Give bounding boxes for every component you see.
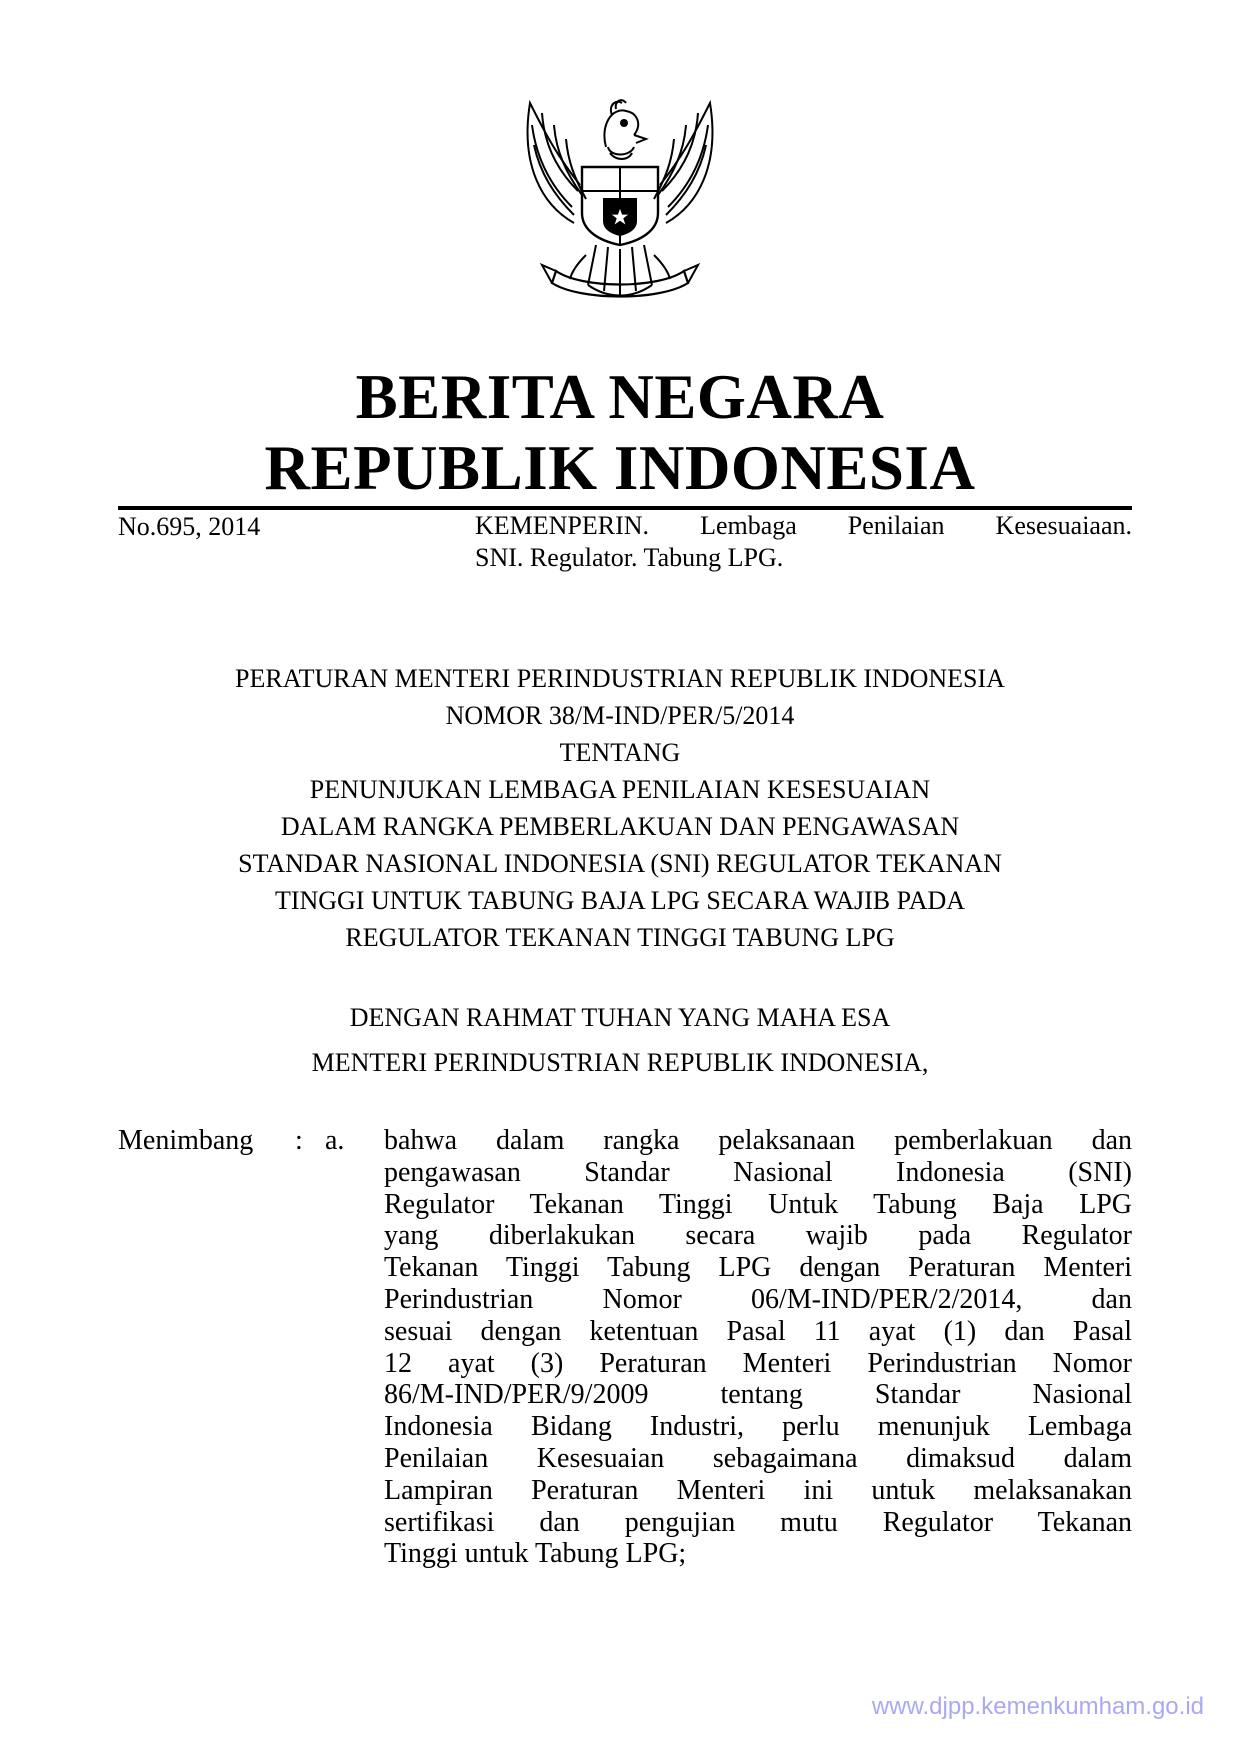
title-line: NOMOR 38/M-IND/PER/5/2014 (445, 701, 795, 730)
subject-line: SNI. Regulator. Tabung LPG. (475, 543, 784, 572)
footer-url: www.djpp.kemenkumham.go.id (871, 1693, 1204, 1720)
body-line: pengawasan Standar Nasional Indonesia (SNI) (384, 1156, 1132, 1188)
title-line: TINGGI UNTUK TABUNG BAJA LPG SECARA WAJIB PADA (274, 886, 966, 915)
body-line: 12 ayat (3) Peraturan Menteri Perindustrian Nomor (384, 1347, 1132, 1379)
body-line: sertifikasi dan pengujian mutu Regulator Tekanan (384, 1506, 1132, 1538)
body-line: Perindustrian Nomor 06/M-IND/PER/2/2014, dan (384, 1283, 1132, 1315)
body-line: Tinggi untuk Tabung LPG; (384, 1538, 687, 1570)
regulation-title-block (0, 660, 1240, 956)
considering-label: Menimbang (118, 1125, 254, 1156)
title-line: TENTANG (559, 738, 681, 767)
title-line: DALAM RANGKA PEMBERLAKUAN DAN PENGAWASAN (280, 812, 960, 841)
title-line: REGULATOR TEKANAN TINGGI TABUNG LPG (345, 923, 895, 952)
body-line: Regulator Tekanan Tinggi Untuk Tabung Baja LPG (384, 1188, 1132, 1220)
considering-colon: : (295, 1125, 303, 1156)
body-line: bahwa dalam rangka pelaksanaan pemberlakuan dan (384, 1125, 1132, 1156)
masthead-title-line1: BERITA NEGARA (355, 362, 885, 432)
title-line: PERATURAN MENTERI PERINDUSTRIAN REPUBLIK INDONESIA (235, 664, 1005, 693)
body-line: yang diberlakukan secara wajib pada Regulator (384, 1220, 1132, 1252)
preamble-line: MENTERI PERINDUSTRIAN REPUBLIK INDONESIA, (311, 1048, 929, 1077)
document-subject (475, 510, 1132, 574)
body-line: Indonesia Bidang Industri, perlu menunjuk Lembaga (384, 1411, 1132, 1443)
masthead-title-line2: REPUBLIK INDONESIA (264, 433, 976, 503)
subject-line: KEMENPERIN. Lembaga Penilaian Kesesuaiaan. (475, 511, 1132, 540)
preamble-block (0, 995, 1240, 1085)
document-number: No.695, 2014 (118, 512, 261, 541)
considering-item-marker: a. (325, 1125, 345, 1156)
preamble-line: DENGAN RAHMAT TUHAN YANG MAHA ESA (349, 1003, 891, 1032)
body-line: Tekanan Tinggi Tabung LPG dengan Peraturan Menteri (384, 1252, 1132, 1284)
title-line: PENUNJUKAN LEMBAGA PENILAIAN KESESUAIAN (309, 775, 931, 804)
considering-item-text (384, 1125, 1132, 1570)
body-line: sesuai dengan ketentuan Pasal 11 ayat (1) dan Pasal (384, 1315, 1132, 1347)
body-line: 86/M-IND/PER/9/2009 tentang Standar Nasional (384, 1379, 1132, 1411)
garuda-emblem (512, 95, 728, 309)
body-line: Penilaian Kesesuaian sebagaimana dimaksud dalam (384, 1442, 1132, 1474)
garuda-emblem-graphic (512, 95, 728, 309)
title-line: STANDAR NASIONAL INDONESIA (SNI) REGULATOR TEKANAN (238, 849, 1002, 878)
body-line: Lampiran Peraturan Menteri ini untuk melaksanakan (384, 1474, 1132, 1506)
